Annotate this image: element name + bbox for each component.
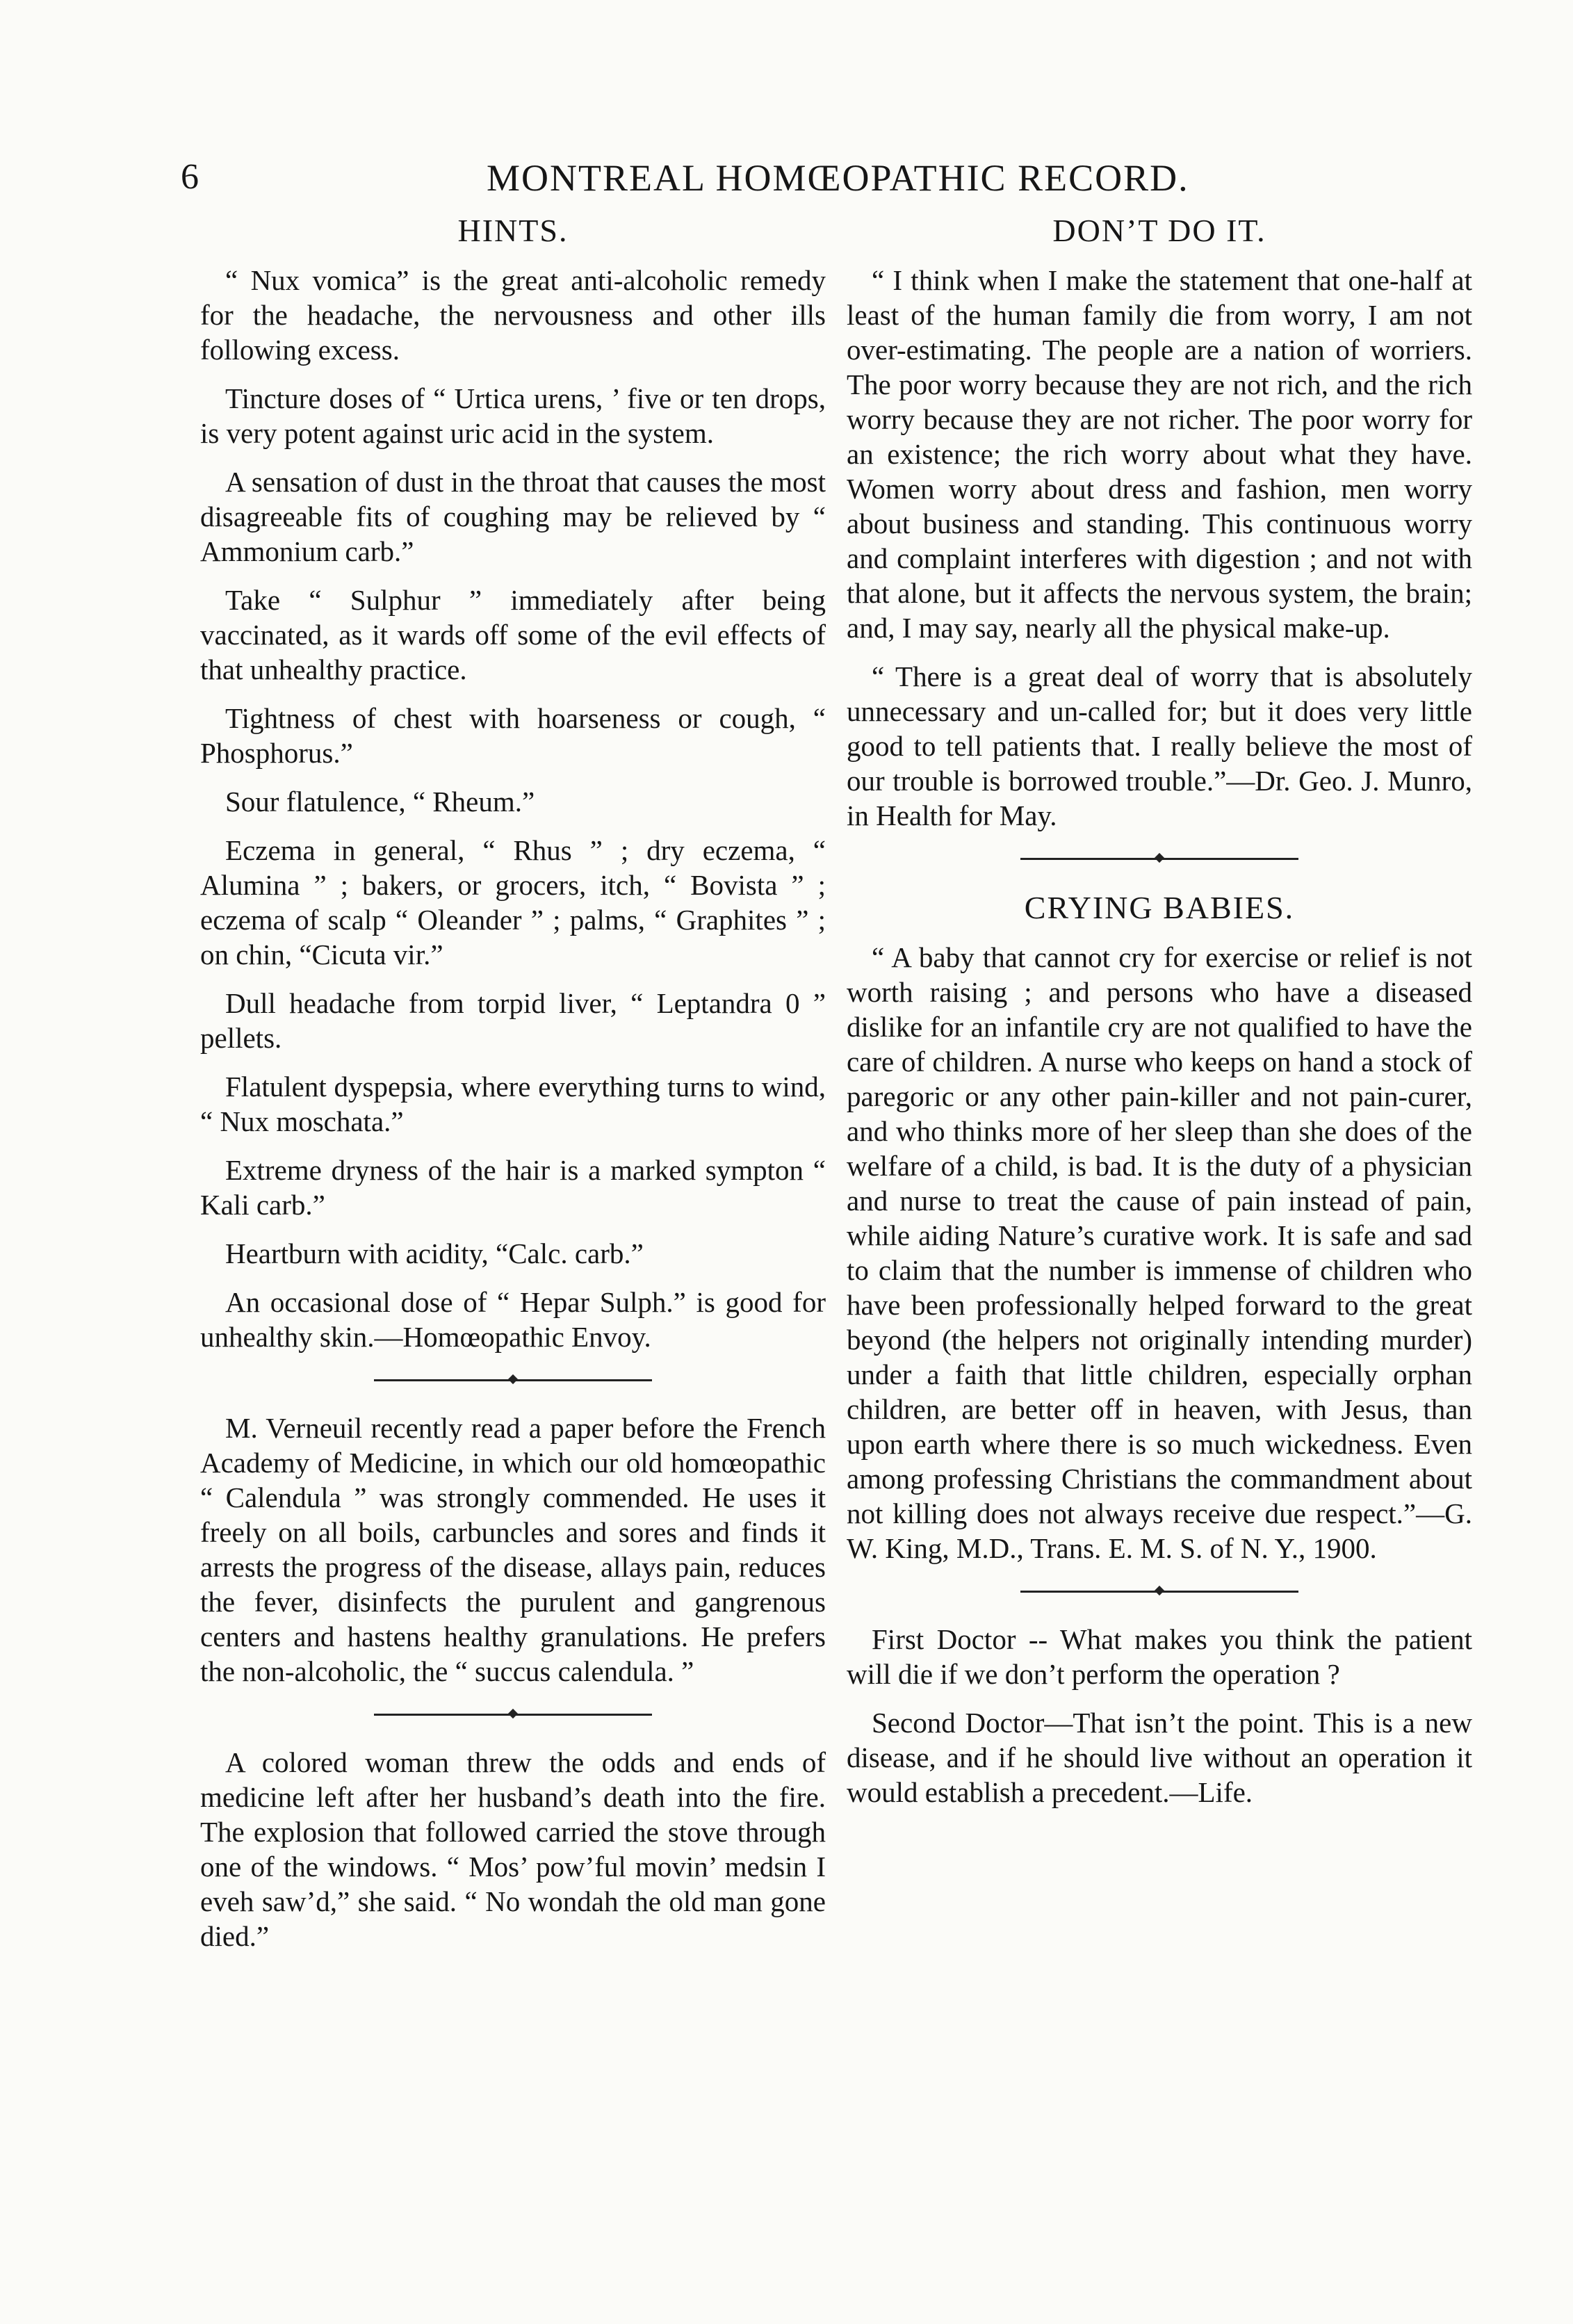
running-title: MONTREAL HOMŒOPATHIC RECORD.	[487, 157, 1189, 199]
second-doctor-paragraph: Second Doctor—That isn’t the point. This is a new disease, and if he should live without an operation it would establish a precedent.—Life.	[847, 1707, 1472, 1808]
section-divider	[374, 1714, 652, 1716]
hint-paragraph: Take “ Sulphur ” immediately after being vaccinated, as it wards off some of the evil effects of that unhealthy practice.	[200, 584, 826, 685]
crying-babies-paragraph: “ A baby that cannot cry for exercise or relief is not worth raising ; and persons who have a diseased dislike for an infantile cry are not qualified to have the care of children. A nurse who keeps on hand a stock of paregoric or any other pain-killer and not pain-curer, and who thinks more of her sleep than she does of the welfare of a child, is bad. It is the duty of a physician and nurse to treat the cause of pain instead of pain, while aiding Nature’s curative work. It is safe and sad to claim that the number is immense of children who have been professionally helped forward to the great beyond (the helpers not originally intending murder) under a faith that little children, especially orphan children, are better off in heaven, with Jesus, than upon earth where there is so much wickedness. Even among professing Christians the commandment about not killing does not always receive due respect.”—G. W. King, M.D., Trans. E. M. S. of N. Y., 1900.	[847, 941, 1472, 1564]
verneuil-paragraph: M. Verneuil recently read a paper before the French Academy of Medicine, in which our old homœopathic “ Calendula ” was strongly commended. He uses it freely on all boils, carbuncles and sores and finds it arrests the progress of the disease, allays pain, reduces the fever, disinfects the purulent and gangrenous centers and hastens healthy granulations. He prefers the non-alcoholic, the “ succus calendula. ”	[200, 1412, 826, 1687]
hint-paragraph: Heartburn with acidity, “Calc. carb.”	[225, 1237, 644, 1269]
hint-paragraph: A sensation of dust in the throat that causes the most disagreeable fits of coughing may be relieved by “ Ammonium carb.”	[200, 466, 826, 567]
page-number: 6	[181, 157, 199, 197]
crying-babies-title: CRYING BABIES.	[1024, 890, 1295, 925]
dont-do-it-paragraph: “ I think when I make the statement that one-half at least of the human family die from worry, I am not over-estimating. The people are a nation of worriers. The poor worry because they are not rich, and the rich worry because they are not richer. The poor worry for an existence; the rich worry about what they have. Women worry about dress and fashion, men worry about business and standing. This continuous worry and complaint interferes with digestion ; and not with that alone, but it affects the nervous system, the brain; and, I may say, nearly all the physical make-up.	[847, 264, 1472, 644]
section-divider	[1020, 858, 1298, 860]
page-header	[181, 156, 1488, 212]
first-doctor-paragraph: First Doctor -- What makes you think the patient will die if we don’t perform the operation ?	[847, 1623, 1472, 1690]
hint-paragraph: Eczema in general, “ Rhus ” ; dry eczema, “ Alumina ” ; bakers, or grocers, itch, “ Bovista ” ; eczema of scalp “ Oleander ” ; palms, “ Graphites ” ; on chin, “Cicuta vir.”	[200, 834, 826, 970]
hint-paragraph: Flatulent dyspepsia, where everything turns to wind, “ Nux moschata.”	[200, 1071, 826, 1137]
colored-woman-paragraph: A colored woman threw the odds and ends of medicine left after her husband’s death into the fire. The explosion that followed carried the stove through one of the windows. “ Mos’ pow’ful movin’ medsin I eveh saw’d,” she said. “ No wondah the old man gone died.”	[200, 1746, 826, 1952]
hint-paragraph: Dull headache from torpid liver, “ Leptandra 0 ” pellets.	[200, 987, 826, 1054]
hint-paragraph: Extreme dryness of the hair is a marked sympton “ Kali carb.”	[200, 1154, 826, 1221]
dont-do-it-paragraph: “ There is a great deal of worry that is absolutely unnecessary and un-called for; but it does very little good to tell patients that. I really believe the most of our trouble is borrowed trouble.”—Dr. Geo. J. Munro, in Health for May.	[847, 660, 1472, 831]
hints-title: HINTS.	[457, 213, 569, 248]
right-column	[847, 212, 1472, 1823]
hint-paragraph: “ Nux vomica” is the great anti-alcoholic remedy for the headache, the nervousness and other ills following excess.	[200, 264, 826, 366]
hint-paragraph: Sour flatulence, “ Rheum.”	[225, 786, 535, 818]
hint-paragraph: Tightness of chest with hoarseness or cough, “ Phosphorus.”	[200, 702, 826, 769]
section-divider	[374, 1379, 652, 1381]
hint-paragraph: An occasional dose of “ Hepar Sulph.” is good for unhealthy skin.—Homœopathic Envoy.	[200, 1286, 826, 1353]
dont-do-it-title: DON’T DO IT.	[1052, 213, 1266, 248]
hint-paragraph: Tincture doses of “ Urtica urens, ’ five or ten drops, is very potent against uric acid in the system.	[200, 382, 826, 449]
left-column	[200, 212, 826, 1967]
section-divider	[1020, 1591, 1298, 1593]
